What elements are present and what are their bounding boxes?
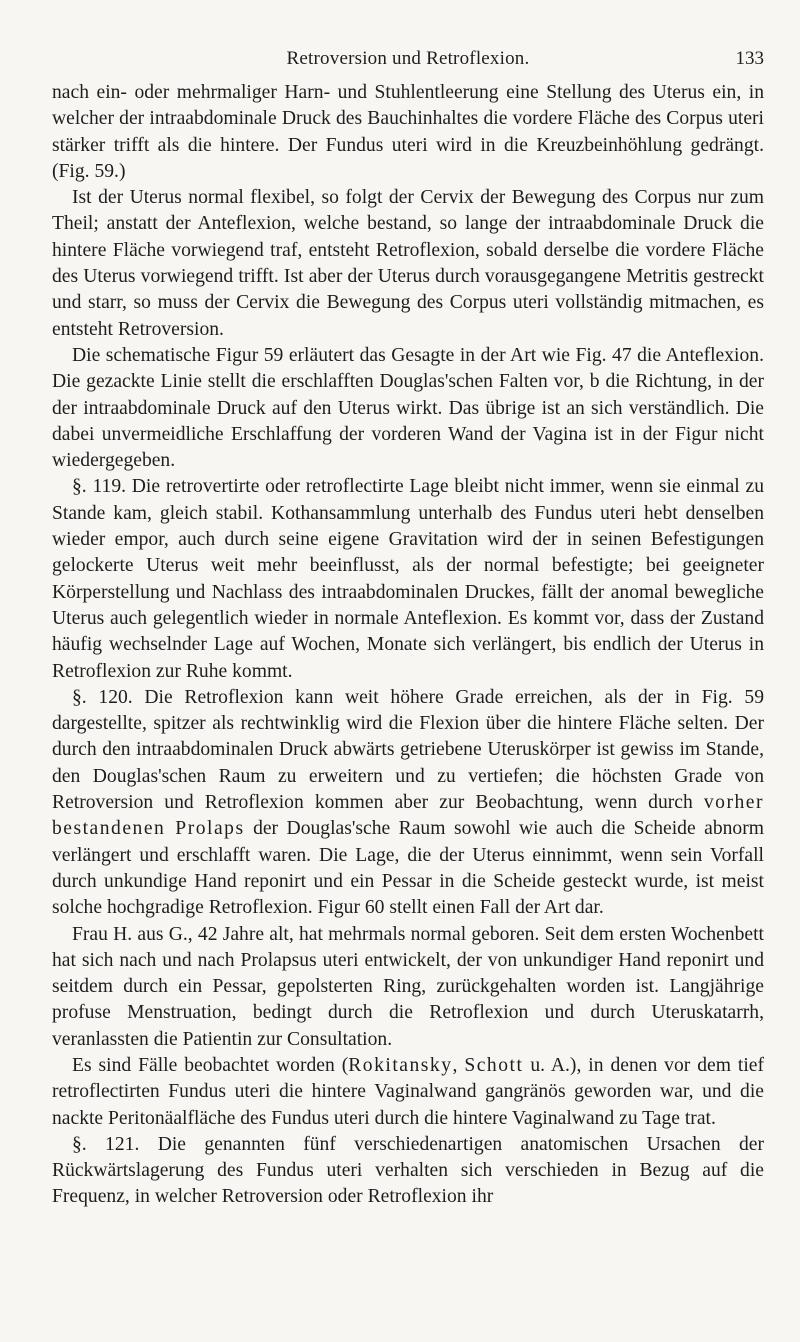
author-rokitansky: Rokitansky — [348, 1054, 453, 1076]
paragraph-flexibility: Ist der Uterus normal flexibel, so folgt der Cervix der Bewegung des Corpus nur zum Theil; anstatt der Anteflexion, welche bestand, so lange der intraabdominale Druck die hintere Fläche vorwiegend traf, entsteht Retroflexion, sobald derselbe die vordere Fläche des Uterus vorwiegend trifft. Ist aber der Uterus durch vorausgegangene Metritis gestreckt und starr, so muss der Cervix die Bewegung des Corpus uteri vollständig mitmachen, es entsteht Retroversion. — [52, 187, 764, 340]
paragraph-figure-59: Die schematische Figur 59 erläutert das Gesagte in der Art wie Fig. 47 die Anteflexion. Die gezackte Linie stellt die erschlafften Douglas'schen Falten vor, b die Richtung, in der der intraabdominale Druck auf den Uterus wirkt. Das übrige ist an sich verständlich. Die dabei unvermeidliche Erschlaffung der vorderen Wand der Vagina ist in der Figur nicht wiedergegeben. — [52, 344, 764, 472]
author-schott: Schott — [464, 1054, 524, 1076]
page-number: 133 — [735, 48, 764, 69]
running-header — [52, 40, 764, 80]
running-title: Retroversion und Retroflexion. — [286, 48, 530, 69]
paragraph-case-report: Frau H. aus G., 42 Jahre alt, hat mehrmals normal geboren. Seit dem ersten Wochenbett hat sich nach und nach Prolapsus uteri entwickelt, der von unkundiger Hand reponirt und seitdem durch ein Pessar, gepolsterten Ring, zurückgehalten worden ist. Langjährige profuse Menstruation, bedingt durch die Retroflexion und durch Uteruskatarrh, veranlassten die Patientin zur Consultation. — [52, 923, 764, 1050]
paragraph-section-119: §. 119. Die retrovertirte oder retroflectirte Lage bleibt nicht immer, wenn sie einmal zu Stande kam, gleich stabil. Kothansammlung unterhalb des Fundus uteri hebt denselben wieder empor, auch durch seine eigene Gravitation wird der in seinen Befestigungen gelockerte Uterus weit mehr beeinflusst, als der normal befestigte; bei geeigneter Körperstellung und Nachlass des intraabdominalen Druckes, fällt der anomal bewegliche Uterus auch gelegentlich wieder in normale Anteflexion. Es kommt vor, dass der Zustand häufig wechselnder Lage auf Wochen, Monate sich verlängert, bis endlich der Uterus in Retroflexion zur Ruhe kommt. — [52, 476, 764, 682]
paragraph-observed-cases: Es sind Fälle beobachtet worden (Rokitansky, Schott u. A.), in denen vor dem tief retroflectirten Fundus uteri die hintere Vaginalwand gangränös geworden war, und die nackte Peritonäalfläche des Fundus uteri durch die hintere Vaginalwand zu Tage trat. — [52, 1054, 764, 1129]
paragraph-section-120: §. 120. Die Retroflexion kann weit höhere Grade erreichen, als der in Fig. 59 dargestellte, spitzer als rechtwinklig wird die Flexion über die hintere Fläche selten. Der durch den intraabdominalen Druck abwärts getriebene Uteruskörper ist gewiss im Stande, den Douglas'schen Raum zu erweitern und zu vertiefen; die höchsten Grade von Retroversion und Retroflexion kommen aber zur Beobachtung, wenn durch vorher bestandenen Prolaps der Douglas'sche Raum sowohl wie auch die Scheide abnorm verlängert und erschlafft waren. Die Lage, die der Uterus einnimmt, wenn sein Vorfall durch unkundige Hand reponirt und ein Pessar in die Scheide gesteckt wurde, ist meist solche hochgradige Retroflexion. Figur 60 stellt einen Fall der Art dar. — [52, 686, 764, 919]
emphasis-prolaps: vorher bestandenen Prolaps — [52, 792, 764, 840]
paragraph-continuation: nach ein- oder mehrmaliger Harn- und Stuhlentleerung eine Stellung des Uterus ein, in welcher der intraabdominale Druck des Bauchinhaltes die vordere Fläche des Corpus uteri stärker trifft als die hintere. Der Fundus uteri wird in die Kreuzbeinhöhlung gedrängt. (Fig. 59.) — [52, 82, 764, 182]
body-text — [52, 80, 764, 1211]
paragraph-section-121: §. 121. Die genannten fünf verschiedenartigen anatomischen Ursachen der Rückwärtslagerung des Fundus uteri verhalten sich verschieden in Bezug auf die Frequenz, in welcher Retroversion oder Retroflexion ihr — [52, 1133, 764, 1208]
book-page — [52, 40, 764, 1211]
